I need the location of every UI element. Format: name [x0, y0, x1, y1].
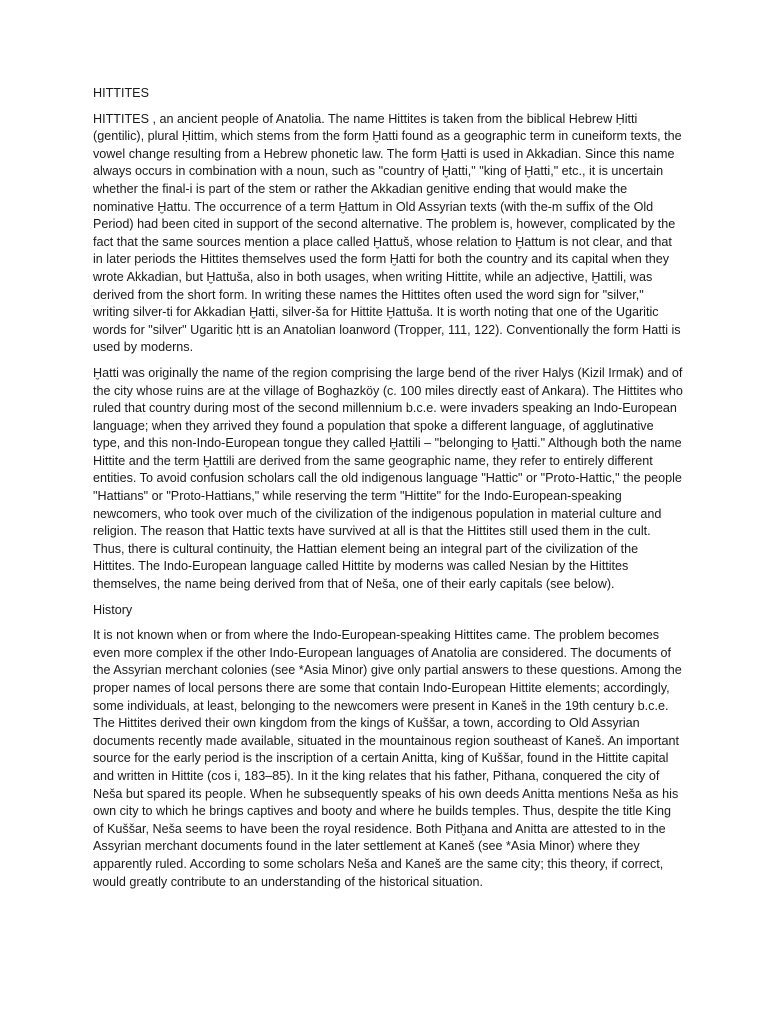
document-page: [93, 85, 683, 899]
intro-paragraph-1: HITTITES , an ancient people of Anatolia. The name Hittites is taken from the biblical Hebrew Ḥitti (gentilic), plural Ḥittim, which stems from the form Ḫatti found as a geographic term in cuneiform texts, the vowel change resulting from a Hebrew phonetic law. The form Ḫatti is used in Akkadian. Since this name always occurs in combination with a noun, such as "country of Ḫatti," "king of Ḫatti," etc., it is uncertain whether the final-i is part of the stem or rather the Akkadian genitive ending that would make the nominative Ḫattu. The occurrence of a term Ḫattum in Old Assyrian texts (with the-m suffix of the Old Period) had been cited in support of the second alternative. The problem is, however, complicated by the fact that the same sources mention a place called Ḫattuš, whose relation to Ḫattum is not clear, and that in later periods the Hittites themselves used the form Ḫatti for both the country and its capital when they wrote Akkadian, but Ḫattuša, also in both usages, when writing Hittite, while an adjective, Ḫattili, was derived from the short form. In writing these names the Hittites often used the word sign for "silver," writing silver-ti for Akkadian Ḫatti, silver-ša for Hittite Ḫattuša. It is worth noting that one of the Ugaritic words for "silver" Ugaritic ḥtt is an Anatolian loanword (Tropper, 111, 122). Conventionally the form Hatti is used by moderns.: [93, 111, 682, 355]
history-paragraph-1: It is not known when or from where the Indo-European-speaking Hittites came. The problem becomes even more complex if the other Indo-European languages of Anatolia are considered. The documents of the Assyrian merchant colonies (see *Asia Minor) give only partial answers to these questions. Among the proper names of local persons there are some that contain Indo-European Hittite elements; accordingly, some individuals, at least, belonging to the newcomers were present in Kaneš in the 19th century b.c.e. The Hittites derived their own kingdom from the kings of Kuššar, a town, according to Old Assyrian documents recently made available, situated in the mountainous region southeast of Kaneš. An important source for the early period is the inscription of a certain Anitta, king of Kuššar, found in the Hittite capital and written in Hittite (cos i, 183–85). In it the king relates that his father, Pithana, conquered the city of Neša but spared its people. When he subsequently speaks of his own deeds Anitta mentions Neša as his own city to which he brings captives and booty and where he builds temples. Thus, despite the title King of Kuššar, Neša seems to have been the royal residence. Both Pitḫana and Anitta are attested to in the Assyrian merchant documents found in the later settlement at Kaneš (see *Asia Minor) where they apparently ruled. According to some scholars Neša and Kaneš are the same city; this theory, if correct, would greatly contribute to an understanding of the historical situation.: [93, 628, 682, 889]
intro-paragraph-2: Ḫatti was originally the name of the region comprising the large bend of the river Halys (Kizil Irmak) and of the city whose ruins are at the village of Boghazköy (c. 100 miles directly east of Ankara). The Hittites who ruled that country during most of the second millennium b.c.e. were invaders speaking an Indo-European language; when they arrived they found a population that spoke a different language, of agglutinative type, and this non-Indo-European tongue they called Ḫattili – "belonging to Ḫatti." Although both the name Hittite and the term Ḫattili are derived from the same geographic name, they refer to entirely different entities. To avoid confusion scholars call the old indigenous language "Hattic" or "Proto-Hattic," the people "Hattians" or "Proto-Hattians," while reserving the term "Hittite" for the Indo-European-speaking newcomers, who took over much of the civilization of the indigenous population in material culture and religion. The reason that Hattic texts have survived at all is that the Hittites still used them in the cult. Thus, there is cultural continuity, the Hattian element being an integral part of the civilization of the Hittites. The Indo-European language called Hittite by moderns was called Nesian by the Hittites themselves, the name being derived from that of Neša, one of their early capitals (see below).: [93, 365, 683, 592]
section-heading-history: History: [93, 602, 133, 617]
document-title: HITTITES: [93, 86, 149, 100]
